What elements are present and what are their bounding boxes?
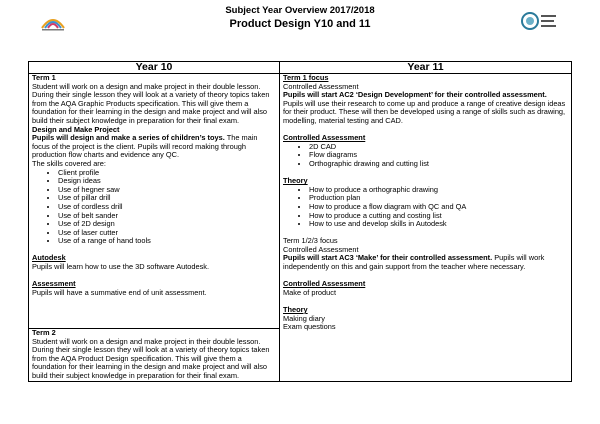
list-item: • Design ideas [58,177,276,186]
term123-focus: Term 1/2/3 focus [283,236,338,246]
list-item: • How to produce a orthographic drawing [309,186,568,195]
ac2-text: Pupils will start AC2 ‘Design Development’ for their controlled assessment. Pupils will use their research to come up and produce a range of creative design ideas for their product. These will then be developed using a range of skills such as drawing, modelling, material testing and CAD. [283,90,566,125]
controlled-assessment-label: Controlled Assessment [283,81,359,91]
list-item: • Use of pillar drill [58,194,276,203]
term2-title: Term 2 [32,328,56,337]
theory-title: Theory [283,176,308,186]
theory-list [283,186,568,229]
year11-cell [280,74,572,382]
ca-list [283,143,568,169]
list-item: • Use of cordless drill [58,203,276,212]
term1-text: Student will work on a design and make project in their double lesson. During their single lesson they will look at a variety of theory topics taken from the AQA Graphic Products specification. This will give them a foundation for their learning in the design and make project and will also build their subject knowledge in preparation for their final exam. [32,81,270,125]
skills-intro: The skills covered are: [32,158,106,168]
page-title: Subject Year Overview 2017/2018 [225,5,375,16]
academy-logo-icon [520,8,558,34]
design-make-text: Pupils will design and make a series of children’s toys. The main focus of the project is the client. Pupils will record making through production flow charts and evidence any QC. [32,133,258,160]
skills-list [32,169,276,246]
list-item: • Use of laser cutter [58,229,276,238]
term1-focus-title: Term 1 focus [283,73,329,82]
controlled-assessment-title-2: Controlled Assessment [283,279,366,289]
term1-title: Term 1 [32,73,56,82]
year10-header: Year 10 [29,62,280,74]
overview-table [28,61,572,382]
theory2-item: Making diary [283,313,325,323]
year10-cell [29,74,280,382]
assessment-text: Pupils will have a summative end of unit assessment. [32,287,207,297]
list-item: • How to produce a cutting and costing list [309,212,568,221]
list-item: • How to use and develop skills in Autodesk [309,220,568,229]
design-make-title: Design and Make Project [32,124,120,134]
list-item: • Client profile [58,169,276,178]
make-text: Make of product [283,287,336,297]
list-item: • Use of hegner saw [58,186,276,195]
ac3-text: Pupils will start AC3 ‘Make’ for their controlled assessment. Pupils will work independently on this and gain support from the teacher where necessary. [283,253,545,272]
year11-header: Year 11 [280,62,572,74]
autodesk-text: Pupils will learn how to use the 3D software Autodesk. [32,262,210,272]
list-item: • Production plan [309,194,568,203]
controlled-assessment-title: Controlled Assessment [283,133,366,143]
list-item: • Orthographic drawing and cutting list [309,160,568,169]
list-item: • Use of 2D design [58,220,276,229]
list-item: • Use of belt sander [58,212,276,221]
list-item: • How to produce a flow diagram with QC and QA [309,203,568,212]
assessment-title: Assessment [32,279,76,289]
autodesk-title: Autodesk [32,253,66,263]
term2-text: Student will work on a design and make project in their double lesson. During their single lesson they will look at a variety of theory topics taken from the AQA Product Design specification. This will give them a foundation for their learning in the design and make project and will also build their subject knowledge in preparation for their final exam. [32,336,270,380]
list-item: • Flow diagrams [309,151,568,160]
page-header [0,0,600,40]
theory2-item: Exam questions [283,322,336,332]
controlled-assessment-label-2: Controlled Assessment [283,244,359,254]
theory-title-2: Theory [283,305,308,315]
page-subtitle: Product Design Y10 and 11 [229,18,371,30]
list-item: • 2D CAD [309,143,568,152]
list-item: • Use of a range of hand tools [58,237,276,246]
